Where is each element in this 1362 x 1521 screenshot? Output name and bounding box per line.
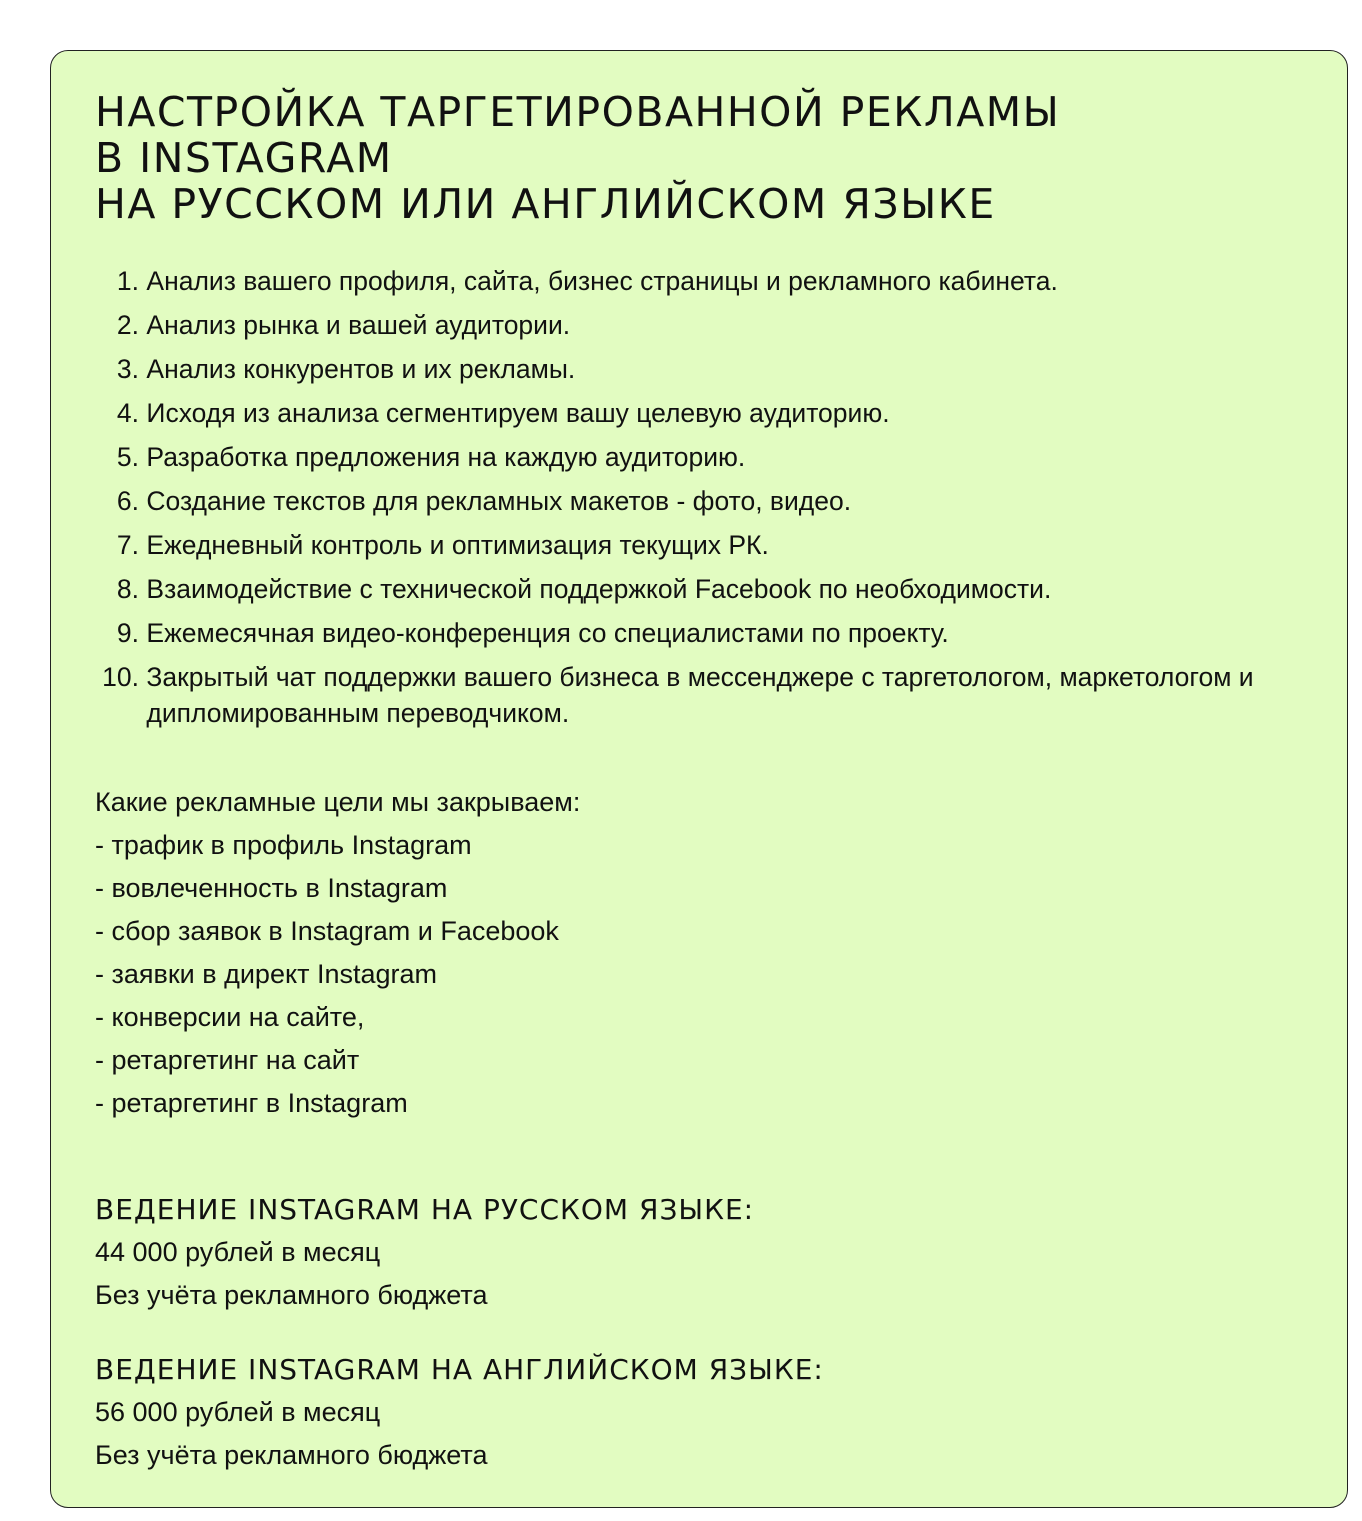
pricing-russian-heading: ВЕДЕНИЕ INSTAGRAM НА РУССКОМ ЯЗЫКЕ:: [95, 1193, 755, 1226]
list-item-number: 4.: [116, 398, 139, 428]
service-steps-list: [95, 263, 1315, 739]
pricing-english-heading: ВЕДЕНИЕ INSTAGRAM НА АНГЛИЙСКОМ ЯЗЫКЕ:: [95, 1353, 824, 1386]
list-item: [95, 351, 1315, 387]
list-item-text: Взаимодействие с технической поддержкой Facebook по необходимости.: [146, 574, 1052, 604]
list-item-text: Создание текстов для рекламных макетов - фото, видео.: [146, 486, 852, 516]
list-item-text: Ежедневный контроль и оптимизация текущих РК.: [146, 530, 769, 560]
list-item-number: 1.: [116, 266, 139, 296]
list-item: [95, 659, 1315, 731]
list-item-number: 7.: [116, 530, 139, 560]
list-item-text: Исходя из анализа сегментируем вашу целевую аудиторию.: [146, 398, 890, 428]
list-item-text: Анализ вашего профиля, сайта, бизнес страницы и рекламного кабинета.: [146, 266, 1058, 296]
list-item: [95, 483, 1315, 519]
list-item-text: Анализ конкурентов и их рекламы.: [146, 354, 576, 384]
list-item: [95, 571, 1315, 607]
service-card: [50, 50, 1348, 1508]
list-item-text: Закрытый чат поддержки вашего бизнеса в мессенджере с таргетологом, маркетологом и дипломированным переводчиком.: [146, 662, 1254, 728]
title-line-3: НА РУССКОМ ИЛИ АНГЛИЙСКОМ ЯЗЫКЕ: [95, 180, 996, 228]
goal-item: - заявки в директ Instagram: [95, 959, 437, 989]
title-line-1: НАСТРОЙКА ТАРГЕТИРОВАННОЙ РЕКЛАМЫ: [95, 88, 1061, 136]
pricing-russian-note: Без учёта рекламного бюджета: [95, 1280, 488, 1310]
ad-goals-section: [95, 781, 580, 1125]
goal-item: - ретаргетинг на сайт: [95, 1045, 360, 1075]
list-item-text: Ежемесячная видео-конференция со специалистами по проекту.: [146, 618, 949, 648]
list-item-number: 2.: [116, 310, 139, 340]
goal-item: - ретаргетинг в Instagram: [95, 1088, 408, 1118]
list-item-number: 5.: [116, 442, 139, 472]
goal-item: - конверсии на сайте,: [95, 1002, 365, 1032]
pricing-english: [95, 1348, 824, 1477]
list-item-text: Анализ рынка и вашей аудитории.: [146, 310, 571, 340]
pricing-russian-price: 44 000 рублей в месяц: [95, 1237, 381, 1267]
list-item-number: 8.: [116, 574, 139, 604]
pricing-english-note: Без учёта рекламного бюджета: [95, 1440, 488, 1470]
list-item: [95, 439, 1315, 475]
list-item-number: 3.: [116, 354, 139, 384]
list-item-text: Разработка предложения на каждую аудиторию.: [146, 442, 746, 472]
page-title: [95, 89, 1060, 227]
goal-item: - трафик в профиль Instagram: [95, 830, 472, 860]
list-item: [95, 395, 1315, 431]
list-item-number: 6.: [116, 486, 139, 516]
list-item: [95, 263, 1315, 299]
list-item: [95, 307, 1315, 343]
goal-item: - сбор заявок в Instagram и Facebook: [95, 916, 559, 946]
list-item: [95, 527, 1315, 563]
title-line-2: В INSTAGRAM: [95, 134, 393, 182]
pricing-russian: [95, 1188, 754, 1317]
list-item: [95, 615, 1315, 651]
pricing-english-price: 56 000 рублей в месяц: [95, 1397, 381, 1427]
goal-item: - вовлеченность в Instagram: [95, 873, 448, 903]
list-item-number: 9.: [116, 618, 139, 648]
ad-goals-heading: Какие рекламные цели мы закрываем:: [95, 787, 581, 817]
list-item-number: 10.: [102, 662, 139, 692]
